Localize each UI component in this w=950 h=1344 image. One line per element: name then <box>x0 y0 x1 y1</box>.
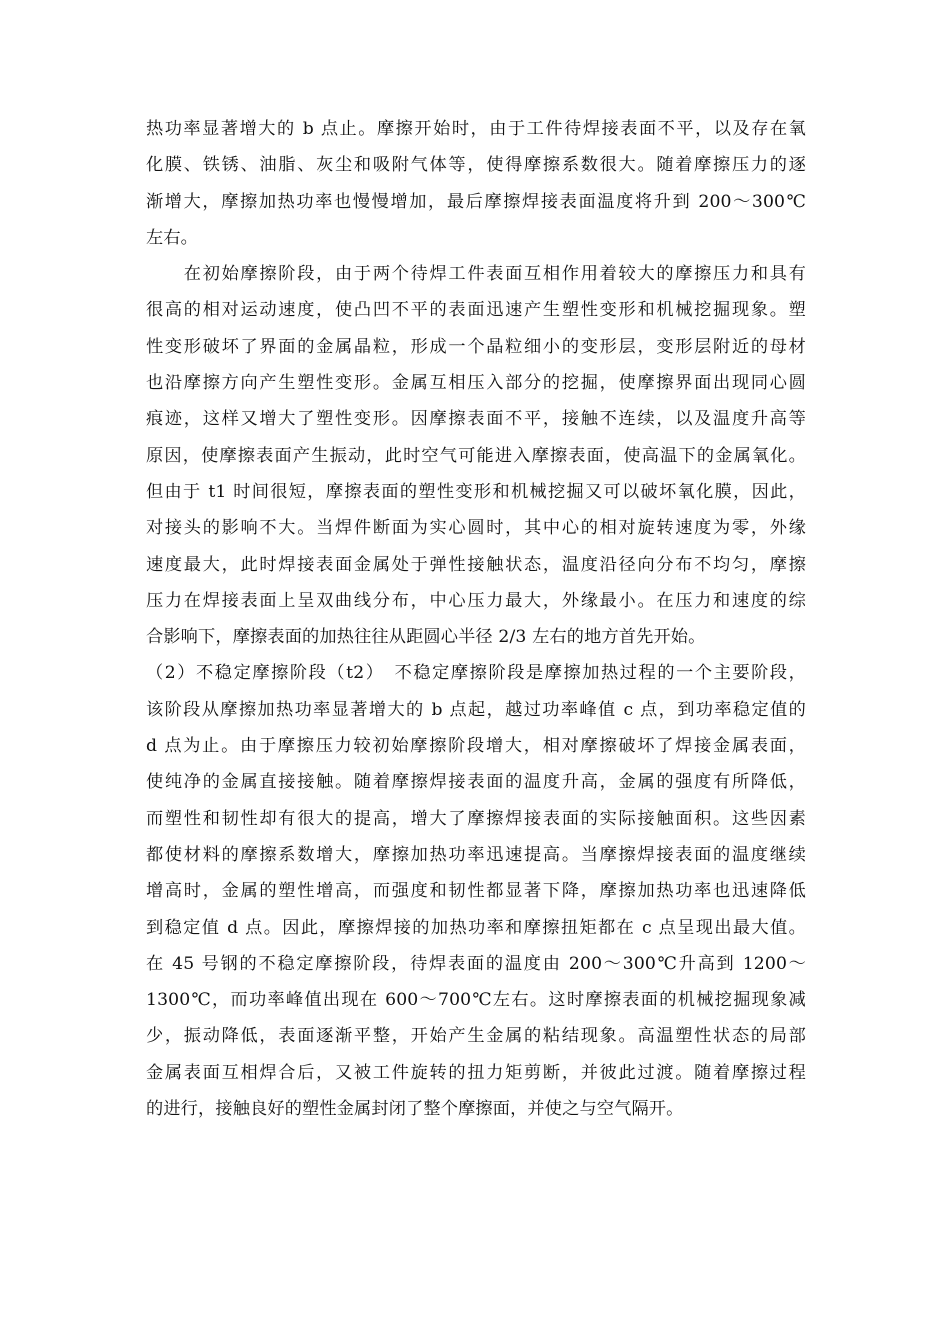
text-line: 左右。 <box>146 227 199 248</box>
text-line: 金属表面互相焊合后，又被工件旋转的扭力矩剪断，并彼此过渡。随着摩擦过程 <box>146 1062 806 1083</box>
text-line: 化膜、铁锈、油脂、灰尘和吸附气体等，使得摩擦系数很大。随着摩擦压力的逐 <box>146 155 806 176</box>
text-line: 在 45 号钢的不稳定摩擦阶段，待焊表面的温度由 200～300℃升高到 1200～ <box>146 953 806 974</box>
text-line: 使纯净的金属直接接触。随着摩擦焊接表面的温度升高，金属的强度有所降低， <box>146 772 806 793</box>
text-line: d 点为止。由于摩擦压力较初始摩擦阶段增大，相对摩擦破坏了焊接金属表面， <box>146 736 806 757</box>
text-line: 增高时，金属的塑性增高，而强度和韧性都显著下降，摩擦加热功率也迅速降低 <box>146 881 806 902</box>
body-text <box>146 111 806 1127</box>
text-line: （2）不稳定摩擦阶段（t2） 不稳定摩擦阶段是摩擦加热过程的一个主要阶段， <box>146 663 806 684</box>
text-line: 而塑性和韧性却有很大的提高，增大了摩擦焊接表面的实际接触面积。这些因素 <box>146 808 806 829</box>
text-line: 性变形破坏了界面的金属晶粒，形成一个晶粒细小的变形层，变形层附近的母材 <box>146 336 806 357</box>
text-line: 很高的相对运动速度，使凸凹不平的表面迅速产生塑性变形和机械挖掘现象。塑 <box>146 300 806 321</box>
text-line: 少，振动降低，表面逐渐平整，开始产生金属的粘结现象。高温塑性状态的局部 <box>146 1026 806 1047</box>
text-line: 到稳定值 d 点。因此，摩擦焊接的加热功率和摩擦扭矩都在 c 点呈现出最大值。 <box>146 917 806 938</box>
text-line: 都使材料的摩擦系数增大，摩擦加热功率迅速提高。当摩擦焊接表面的温度继续 <box>146 844 806 865</box>
text-line: 也沿摩擦方向产生塑性变形。金属互相压入部分的挖掘，使摩擦界面出现同心圆 <box>146 373 806 394</box>
text-line: 速度最大，此时焊接表面金属处于弹性接触状态，温度沿径向分布不均匀，摩擦 <box>146 554 806 575</box>
text-line: 对接头的影响不大。当焊件断面为实心圆时，其中心的相对旋转速度为零，外缘 <box>146 518 806 539</box>
text-line: 压力在焊接表面上呈双曲线分布，中心压力最大，外缘最小。在压力和速度的综 <box>146 590 806 611</box>
text-line: 但由于 t1 时间很短，摩擦表面的塑性变形和机械挖掘又可以破坏氧化膜，因此， <box>146 481 806 502</box>
text-line: 痕迹，这样又增大了塑性变形。因摩擦表面不平，接触不连续，以及温度升高等 <box>146 409 806 430</box>
text-line: 原因，使摩擦表面产生振动，此时空气可能进入摩擦表面，使高温下的金属氧化。 <box>146 445 806 466</box>
text-line: 渐增大，摩擦加热功率也慢慢增加，最后摩擦焊接表面温度将升到 200～300℃ <box>146 191 806 212</box>
text-line: 1300℃，而功率峰值出现在 600～700℃左右。这时摩擦表面的机械挖掘现象减 <box>146 990 806 1011</box>
text-line: 的进行，接触良好的塑性金属封闭了整个摩擦面，并使之与空气隔开。 <box>146 1099 684 1120</box>
text-line: 该阶段从摩擦加热功率显著增大的 b 点起，越过功率峰值 c 点，到功率稳定值的 <box>146 699 806 720</box>
text-line: 在初始摩擦阶段，由于两个待焊工件表面互相作用着较大的摩擦压力和具有 <box>146 264 806 285</box>
text-line: 热功率显著增大的 b 点止。摩擦开始时，由于工件待焊接表面不平，以及存在氧 <box>146 119 806 139</box>
text-line: 合影响下，摩擦表面的加热往往从距圆心半径 2/3 左右的地方首先开始。 <box>146 627 706 648</box>
